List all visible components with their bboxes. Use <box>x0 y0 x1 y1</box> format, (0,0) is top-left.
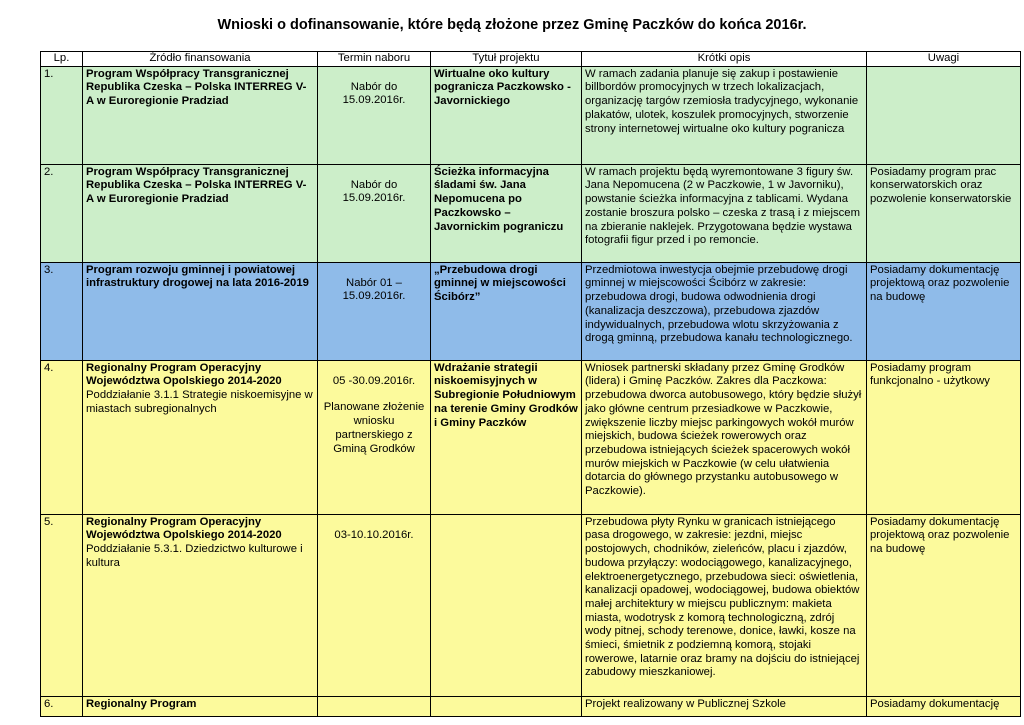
cell-title: „Przebudowa drogi gminnej w miejscowości Ścibórz” <box>431 262 582 360</box>
cell-lp: 5. <box>41 514 83 696</box>
cell-term <box>318 66 431 164</box>
header-title: Tytuł projektu <box>431 52 582 67</box>
cell-term <box>318 514 431 696</box>
cell-remarks <box>867 66 1021 164</box>
cell-source <box>83 66 318 164</box>
cell-term <box>318 262 431 360</box>
cell-title <box>431 696 582 716</box>
source-program: Program Współpracy Transgranicznej Republika Czeska – Polska INTERREG V-A w Euroregionie Pradziad <box>86 67 307 108</box>
cell-source <box>83 696 318 716</box>
cell-remarks: Posiadamy dokumentację projektową oraz pozwolenie na budowę <box>867 262 1021 360</box>
cell-remarks: Posiadamy program prac konserwatorskich oraz pozwolenie konserwatorskie <box>867 164 1021 262</box>
term-dates: Nabór 01 – 15.09.2016r. <box>342 276 406 303</box>
cell-description: Przebudowa płyty Rynku w granicach istniejącego pasa drogowego, w zakresie: jezdni, miejsc postojowych, chodników, zieleńców, placu i zjazdów, budowa przyłączy: wodociągowego, kanalizacyjnego, elektroenergetycznego, przebudowa sieci: oświetlenia, kanalizacji opadowej, wodociągowej, budowa obiektów małej architektury w miejscu publicznym: makieta miasta, wodotrysk z komorą technologiczną, zdrój wody pitnej, schody terenowe, donice, ławki, kosze na śmieci, śmietnik z podziemną komorą, stojaki rowerowe, latarnie oraz bramy na dojściu do istniejącej zabudowy mieszkaniowej. <box>582 514 867 696</box>
cell-lp: 1. <box>41 66 83 164</box>
source-program: Regionalny Program Operacyjny Województwa Opolskiego 2014-2020 <box>86 361 282 388</box>
cell-source <box>83 360 318 514</box>
cell-source <box>83 514 318 696</box>
source-subaction: Poddziałanie 3.1.1 Strategie niskoemisyjne w miastach subregionalnych <box>86 389 313 415</box>
table-row <box>41 696 1021 716</box>
header-remarks: Uwagi <box>867 52 1021 67</box>
cell-title: Wirtualne oko kultury pogranicza Paczkowsko - Javornickiego <box>431 66 582 164</box>
source-program: Regionalny Program Operacyjny Województwa Opolskiego 2014-2020 <box>86 515 282 542</box>
cell-description: W ramach projektu będą wyremontowane 3 figury św. Jana Nepomucena (2 w Paczkowie, 1 w Javorniku), powstanie ścieżka informacyjna z tablicami. Wydana zostanie broszura polsko – czeska z trasą i z miejscem na zbieranie naklejek. Przygotowana będzie wystawa fotografii figur przed i po remoncie. <box>582 164 867 262</box>
source-program: Program rozwoju gminnej i powiatowej infrastruktury drogowej na lata 2016-2019 <box>86 263 309 290</box>
cell-source <box>83 262 318 360</box>
header-description: Krótki opis <box>582 52 867 67</box>
page-title: Wnioski o dofinansowanie, które będą złożone przez Gminę Paczków do końca 2016r. <box>217 17 807 33</box>
cell-lp: 6. <box>41 696 83 716</box>
cell-remarks: Posiadamy dokumentację <box>867 696 1021 716</box>
cell-description: Wniosek partnerski składany przez Gminę Grodków (lidera) i Gminę Paczków. Zakres dla Paczkowa: przebudowa dworca autobusowego, który będzie służył jako główne centrum przesiadkowe w Paczkowie, zwiększenie liczby miejsc parkingowych wokół murów miejskich, budowa ścieżek rowerowych oraz przebudowa istniejących ścieżek spacerowych wokół murów miejskich w Paczkowie (w celu ułatwienia dotarcia do głównego przystanku autobusowego w Paczkowie). <box>582 360 867 514</box>
cell-source <box>83 164 318 262</box>
table-row <box>41 164 1021 262</box>
header-lp: Lp. <box>41 52 83 67</box>
cell-term <box>318 696 431 716</box>
cell-term <box>318 164 431 262</box>
header-source: Źródło finansowania <box>83 52 318 67</box>
table-row <box>41 66 1021 164</box>
table-row <box>41 360 1021 514</box>
cell-title <box>431 514 582 696</box>
source-subaction: Poddziałanie 5.3.1. Dziedzictwo kulturowe i kultura <box>86 543 303 569</box>
cell-title: Wdrażanie strategii niskoemisyjnych w Subregionie Południowym na terenie Gminy Grodków i Gminy Paczków <box>431 360 582 514</box>
term-note: Planowane złożenie wniosku partnerskiego z Gminą Grodków <box>323 401 425 455</box>
header-term: Termin naboru <box>318 52 431 67</box>
cell-title: Ścieżka informacyjna śladami św. Jana Nepomucena po Paczkowsko – Javornickim pograniczu <box>431 164 582 262</box>
table-header-row <box>41 52 1021 67</box>
term-dates: 05 -30.09.2016r. <box>332 374 416 387</box>
cell-remarks: Posiadamy dokumentację projektową oraz pozwolenie na budowę <box>867 514 1021 696</box>
table-row <box>41 262 1021 360</box>
cell-description: Projekt realizowany w Publicznej Szkole <box>582 696 867 716</box>
source-program: Regionalny Program <box>86 697 197 710</box>
term-dates: Nabór do 15.09.2016r. <box>342 80 406 107</box>
source-program: Program Współpracy Transgranicznej Republika Czeska – Polska INTERREG V-A w Euroregionie Pradziad <box>86 165 307 206</box>
cell-description: W ramach zadania planuje się zakup i postawienie billbordów promocyjnych w trzech lokalizacjach, organizację targów rzemiosła tradycyjnego, wykonanie plakatów, ulotek, koszulek promocyjnych, stworzenie strony internetowej wirtualne oko kultury pogranicza <box>582 66 867 164</box>
cell-remarks: Posiadamy program funkcjonalno - użytkowy <box>867 360 1021 514</box>
cell-term <box>318 360 431 514</box>
term-dates: Nabór do 15.09.2016r. <box>342 178 406 205</box>
cell-lp: 3. <box>41 262 83 360</box>
cell-description: Przedmiotowa inwestycja obejmie przebudowę drogi gminnej w miejscowości Ścibórz w zakresie: przebudowa drogi, budowa odwodnienia drogi (kanalizacja deszczowa), przebudowa zjazdów indywidualnych, przebudowa wlotu skrzyżowania z drogą gminną, przebudowa kanału technologicznego. <box>582 262 867 360</box>
table-row <box>41 514 1021 696</box>
cell-lp: 2. <box>41 164 83 262</box>
term-dates: 03-10.10.2016r. <box>334 528 414 541</box>
cell-lp: 4. <box>41 360 83 514</box>
grants-table <box>40 51 1021 717</box>
